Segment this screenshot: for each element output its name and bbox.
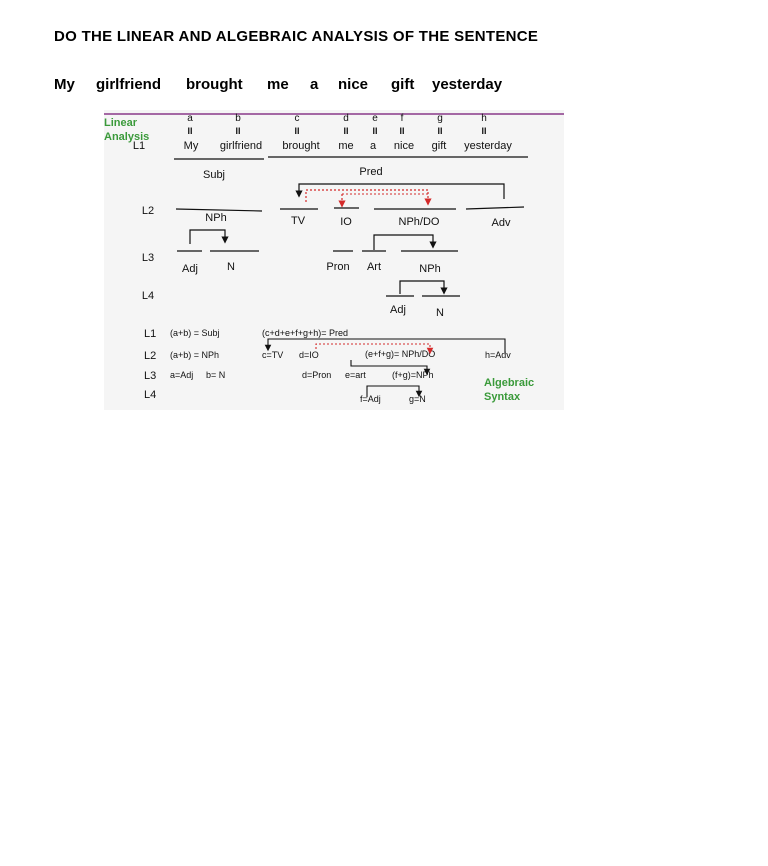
letter: b <box>235 113 241 124</box>
level-label: L3 <box>144 370 157 382</box>
alg-l2: h=Adv <box>485 350 511 360</box>
alg-l3: e=art <box>345 370 366 380</box>
linear-label: Analysis <box>104 131 150 143</box>
pred-label: Pred <box>359 166 383 178</box>
l2-label: NPh/DO <box>398 216 440 228</box>
sentence-word: me <box>267 76 289 93</box>
level-label: L1 <box>132 140 146 152</box>
equals-mark: II <box>294 126 300 136</box>
analysis-diagram <box>104 110 564 410</box>
word: a <box>369 140 377 152</box>
l4-label: N <box>436 307 444 319</box>
letter: e <box>372 113 378 124</box>
equals-mark: II <box>399 126 405 136</box>
algebraic-label: Syntax <box>484 391 521 403</box>
letter: a <box>187 113 193 124</box>
word: brought <box>282 140 320 152</box>
alg-l2: d=IO <box>299 350 319 360</box>
alg-l3: b= N <box>206 370 226 380</box>
sentence-word: yesterday <box>432 76 503 93</box>
analysis-diagram-svg <box>104 110 564 410</box>
word: girlfriend <box>219 140 263 152</box>
alg-l3: (f+g)=NPh <box>392 370 434 380</box>
equals-mark: II <box>235 126 241 136</box>
l4-label: Adj <box>390 304 406 316</box>
page-heading: DO THE LINEAR AND ALGEBRAIC ANALYSIS OF THE SENTENCE <box>54 28 539 45</box>
level-label: L3 <box>141 252 155 264</box>
letter: f <box>400 113 404 124</box>
linear-label: Linear <box>104 117 138 129</box>
equals-mark: II <box>437 126 443 136</box>
level-label: L4 <box>141 290 155 302</box>
alg-l2: (a+b) = NPh <box>170 350 220 360</box>
alg-l3: a=Adj <box>170 370 194 380</box>
l2-label: IO <box>340 216 352 228</box>
alg-l1: (c+d+e+f+g+h)= Pred <box>262 328 349 338</box>
sentence-word: gift <box>391 76 415 93</box>
alg-l2: c=TV <box>262 350 284 360</box>
level-label: L4 <box>144 389 157 401</box>
alg-l4: f=Adj <box>360 394 381 404</box>
equals-mark: II <box>187 126 193 136</box>
l2-label: NPh <box>205 212 227 224</box>
equals-mark: II <box>481 126 487 136</box>
l3-label: Adj <box>182 263 198 275</box>
alg-l3: d=Pron <box>302 370 332 380</box>
alg-l4: g=N <box>409 394 426 404</box>
algebraic-label: Algebraic <box>484 377 535 389</box>
sentence-word: a <box>310 76 319 93</box>
l3-label: N <box>227 261 235 273</box>
sentence-word: nice <box>338 76 369 93</box>
word: me <box>338 140 354 152</box>
equals-mark: II <box>372 126 378 136</box>
level-label: L2 <box>141 205 155 217</box>
l3-label: NPh <box>419 263 441 275</box>
word: nice <box>393 140 415 152</box>
l3-label: Pron <box>326 261 350 273</box>
word: gift <box>431 140 447 152</box>
level-label: L1 <box>144 328 157 340</box>
subj-label: Subj <box>202 169 226 181</box>
sentence-word: brought <box>186 76 243 93</box>
alg-l2: (e+f+g)= NPh/DO <box>365 349 436 359</box>
letter: d <box>343 113 349 124</box>
letter: h <box>481 113 487 124</box>
alg-l1: (a+b) = Subj <box>170 328 220 338</box>
letter: g <box>437 113 443 124</box>
word: My <box>183 140 199 152</box>
word: yesterday <box>464 140 512 152</box>
level-label: L2 <box>144 350 157 362</box>
l3-label: Art <box>366 261 382 273</box>
l2-label: Adv <box>491 217 511 229</box>
equals-mark: II <box>343 126 349 136</box>
l2-label: TV <box>290 215 306 227</box>
letter: c <box>294 113 300 124</box>
sentence-word: girlfriend <box>96 76 162 93</box>
sentence-word: My <box>54 76 75 93</box>
